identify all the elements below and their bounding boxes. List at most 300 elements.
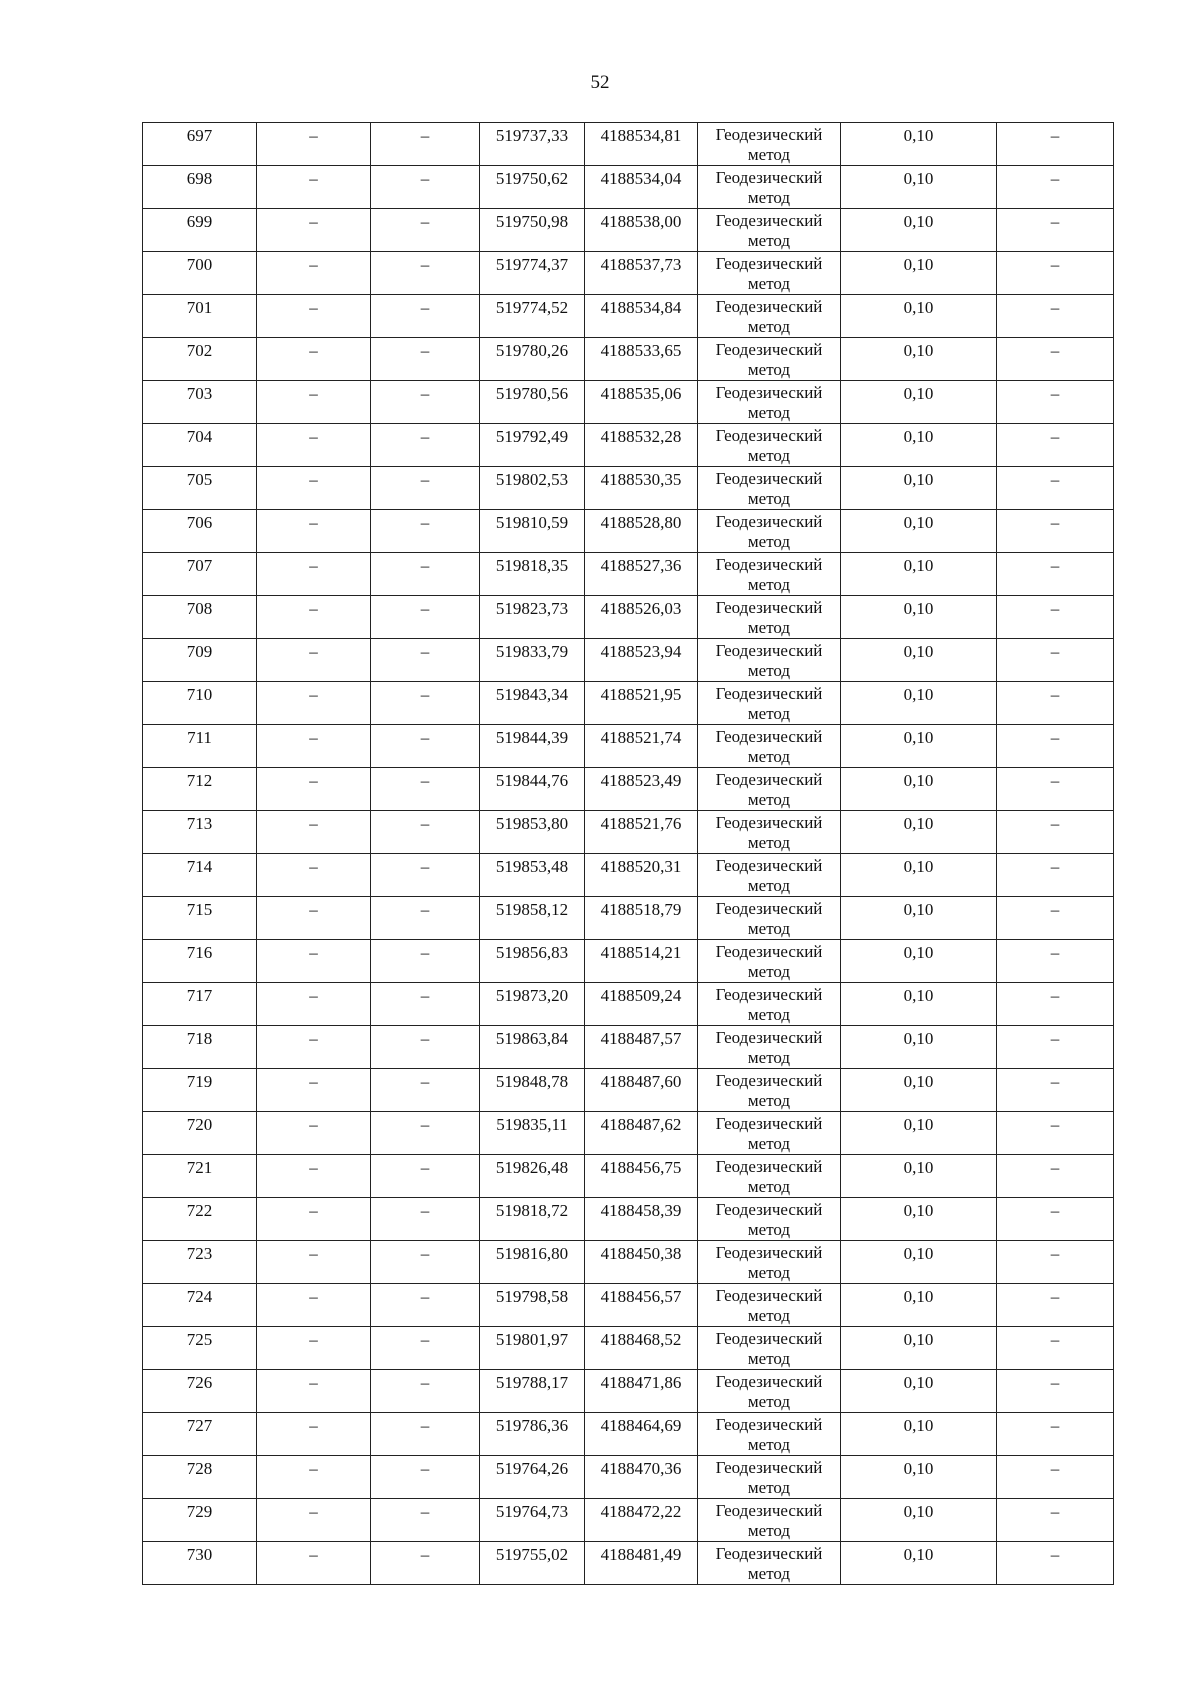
old-y-cell (371, 1198, 480, 1241)
x-coordinate-cell-text: 519802,53 (495, 470, 569, 489)
old-y-cell-text: – (420, 599, 430, 618)
point-number-cell-text: 728 (186, 1459, 213, 1478)
table-row (143, 338, 1114, 381)
x-coordinate-cell (480, 1542, 585, 1585)
point-number-cell (143, 338, 257, 381)
x-coordinate-cell (480, 811, 585, 854)
y-coordinate-cell-text: 4188521,95 (600, 685, 682, 704)
old-x-cell-text: – (309, 556, 318, 575)
old-x-cell (257, 209, 371, 252)
y-coordinate-cell-text: 4188534,84 (600, 298, 682, 317)
table-row (143, 553, 1114, 596)
y-coordinate-cell (585, 1112, 698, 1155)
method-cell (698, 1026, 841, 1069)
old-y-cell-text: – (420, 986, 430, 1005)
x-coordinate-cell-text: 519873,20 (495, 986, 569, 1005)
x-coordinate-cell (480, 1499, 585, 1542)
old-y-cell (371, 1026, 480, 1069)
method-line-1: Геодезический (715, 297, 823, 316)
method-cell (698, 1542, 841, 1585)
accuracy-cell-text: 0,10 (903, 1201, 934, 1220)
method-line-2: метод (747, 833, 791, 852)
y-coordinate-cell (585, 940, 698, 983)
accuracy-cell-text: 0,10 (903, 1115, 934, 1134)
accuracy-cell (841, 940, 997, 983)
point-number-cell-text: 706 (186, 513, 213, 532)
old-x-cell (257, 725, 371, 768)
old-y-cell (371, 338, 480, 381)
description-cell-text: – (1050, 255, 1060, 274)
method-line-1: Геодезический (715, 770, 823, 789)
accuracy-cell (841, 768, 997, 811)
method-line-2: метод (747, 1263, 791, 1282)
method-line-1: Геодезический (715, 1501, 823, 1520)
method-line-1: Геодезический (715, 469, 823, 488)
method-line-1: Геодезический (715, 1028, 823, 1047)
accuracy-cell (841, 1370, 997, 1413)
description-cell (997, 553, 1114, 596)
point-number-cell-text: 714 (186, 857, 213, 876)
y-coordinate-cell-text: 4188487,57 (600, 1029, 682, 1048)
method-line-1: Геодезический (715, 1544, 823, 1563)
method-line-2: метод (747, 919, 791, 938)
accuracy-cell-text: 0,10 (903, 1373, 934, 1392)
method-cell (698, 596, 841, 639)
accuracy-cell (841, 1069, 997, 1112)
x-coordinate-cell (480, 1327, 585, 1370)
old-y-cell-text: – (420, 943, 430, 962)
point-number-cell (143, 1413, 257, 1456)
old-x-cell (257, 983, 371, 1026)
method-line-2: метод (747, 1349, 791, 1368)
y-coordinate-cell-text: 4188530,35 (600, 470, 682, 489)
old-y-cell-text: – (420, 814, 430, 833)
x-coordinate-cell-text: 519823,73 (495, 599, 569, 618)
description-cell-text: – (1050, 599, 1060, 618)
y-coordinate-cell-text: 4188535,06 (600, 384, 682, 403)
table-row (143, 940, 1114, 983)
description-cell-text: – (1050, 470, 1060, 489)
old-y-cell (371, 768, 480, 811)
accuracy-cell-text: 0,10 (903, 341, 934, 360)
old-y-cell-text: – (420, 771, 430, 790)
page-number: 52 (590, 72, 610, 93)
x-coordinate-cell (480, 854, 585, 897)
y-coordinate-cell-text: 4188538,00 (600, 212, 682, 231)
description-cell-text: – (1050, 642, 1060, 661)
point-number-cell (143, 725, 257, 768)
description-cell-text: – (1050, 1416, 1060, 1435)
accuracy-cell-text: 0,10 (903, 384, 934, 403)
y-coordinate-cell (585, 295, 698, 338)
method-line-1: Геодезический (715, 727, 823, 746)
old-x-cell-text: – (309, 1373, 318, 1392)
old-x-cell-text: – (309, 1545, 318, 1564)
point-number-cell (143, 1370, 257, 1413)
description-cell-text: – (1050, 685, 1060, 704)
y-coordinate-cell (585, 510, 698, 553)
point-number-cell-text: 724 (186, 1287, 213, 1306)
old-x-cell (257, 1327, 371, 1370)
table-row (143, 424, 1114, 467)
y-coordinate-cell (585, 596, 698, 639)
method-line-1: Геодезический (715, 684, 823, 703)
old-x-cell-text: – (309, 900, 318, 919)
method-cell (698, 1069, 841, 1112)
x-coordinate-cell-text: 519774,52 (495, 298, 569, 317)
description-cell (997, 252, 1114, 295)
old-x-cell (257, 768, 371, 811)
description-cell (997, 1284, 1114, 1327)
accuracy-cell (841, 381, 997, 424)
old-x-cell (257, 1370, 371, 1413)
old-y-cell-text: – (420, 900, 430, 919)
table-row (143, 381, 1114, 424)
old-x-cell-text: – (309, 255, 318, 274)
old-x-cell-text: – (309, 470, 318, 489)
table-row (143, 983, 1114, 1026)
accuracy-cell (841, 209, 997, 252)
description-cell (997, 381, 1114, 424)
point-number-cell (143, 811, 257, 854)
x-coordinate-cell (480, 1026, 585, 1069)
old-x-cell-text: – (309, 685, 318, 704)
x-coordinate-cell (480, 1155, 585, 1198)
old-y-cell-text: – (420, 685, 430, 704)
old-y-cell (371, 1456, 480, 1499)
old-x-cell (257, 295, 371, 338)
method-line-1: Геодезический (715, 856, 823, 875)
method-line-2: метод (747, 446, 791, 465)
old-y-cell-text: – (420, 857, 430, 876)
table-row (143, 123, 1114, 166)
point-number-cell (143, 510, 257, 553)
accuracy-cell (841, 1284, 997, 1327)
table-row (143, 1026, 1114, 1069)
old-x-cell-text: – (309, 212, 318, 231)
description-cell (997, 209, 1114, 252)
description-cell-text: – (1050, 513, 1060, 532)
table-row (143, 768, 1114, 811)
old-y-cell-text: – (420, 1072, 430, 1091)
point-number-cell-text: 721 (186, 1158, 213, 1177)
description-cell-text: – (1050, 169, 1060, 188)
description-cell-text: – (1050, 298, 1060, 317)
point-number-cell-text: 697 (186, 126, 213, 145)
x-coordinate-cell (480, 1413, 585, 1456)
accuracy-cell-text: 0,10 (903, 986, 934, 1005)
accuracy-cell-text: 0,10 (903, 1287, 934, 1306)
x-coordinate-cell (480, 338, 585, 381)
y-coordinate-cell-text: 4188458,39 (600, 1201, 682, 1220)
point-number-cell (143, 1327, 257, 1370)
method-cell (698, 209, 841, 252)
old-x-cell-text: – (309, 1029, 318, 1048)
method-cell (698, 424, 841, 467)
description-cell (997, 1499, 1114, 1542)
x-coordinate-cell-text: 519764,73 (495, 1502, 569, 1521)
x-coordinate-cell-text: 519792,49 (495, 427, 569, 446)
method-cell (698, 897, 841, 940)
description-cell-text: – (1050, 1287, 1060, 1306)
method-cell (698, 123, 841, 166)
old-x-cell-text: – (309, 857, 318, 876)
old-y-cell (371, 295, 480, 338)
method-line-2: метод (747, 1392, 791, 1411)
method-cell (698, 252, 841, 295)
old-y-cell-text: – (420, 556, 430, 575)
method-cell (698, 1241, 841, 1284)
point-number-cell-text: 711 (187, 728, 212, 747)
table-row (143, 166, 1114, 209)
x-coordinate-cell-text: 519853,48 (495, 857, 569, 876)
method-line-2: метод (747, 403, 791, 422)
accuracy-cell (841, 1155, 997, 1198)
x-coordinate-cell (480, 725, 585, 768)
point-number-cell-text: 702 (186, 341, 213, 360)
old-x-cell (257, 1069, 371, 1112)
old-y-cell (371, 123, 480, 166)
old-y-cell (371, 166, 480, 209)
y-coordinate-cell (585, 725, 698, 768)
method-cell (698, 467, 841, 510)
accuracy-cell-text: 0,10 (903, 255, 934, 274)
method-line-1: Геодезический (715, 1157, 823, 1176)
description-cell (997, 1327, 1114, 1370)
method-cell (698, 338, 841, 381)
table-row (143, 252, 1114, 295)
accuracy-cell-text: 0,10 (903, 1158, 934, 1177)
table-body (143, 123, 1114, 1585)
x-coordinate-cell-text: 519853,80 (495, 814, 569, 833)
accuracy-cell-text: 0,10 (903, 470, 934, 489)
table-row (143, 897, 1114, 940)
old-x-cell-text: – (309, 126, 318, 145)
old-y-cell (371, 1499, 480, 1542)
old-y-cell (371, 897, 480, 940)
y-coordinate-cell (585, 123, 698, 166)
old-x-cell (257, 424, 371, 467)
old-x-cell-text: – (309, 169, 318, 188)
table-row (143, 1284, 1114, 1327)
x-coordinate-cell-text: 519801,97 (495, 1330, 569, 1349)
method-line-2: метод (747, 1521, 791, 1540)
y-coordinate-cell-text: 4188514,21 (600, 943, 682, 962)
description-cell-text: – (1050, 384, 1060, 403)
description-cell (997, 467, 1114, 510)
old-y-cell (371, 1069, 480, 1112)
table-row (143, 811, 1114, 854)
y-coordinate-cell (585, 338, 698, 381)
description-cell-text: – (1050, 1502, 1060, 1521)
y-coordinate-cell (585, 467, 698, 510)
y-coordinate-cell (585, 897, 698, 940)
old-y-cell-text: – (420, 513, 430, 532)
method-line-1: Геодезический (715, 813, 823, 832)
method-line-1: Геодезический (715, 1114, 823, 1133)
coordinates-table (142, 122, 1114, 1585)
y-coordinate-cell (585, 1026, 698, 1069)
old-y-cell-text: – (420, 1287, 430, 1306)
accuracy-cell (841, 854, 997, 897)
y-coordinate-cell-text: 4188528,80 (600, 513, 682, 532)
old-x-cell-text: – (309, 1115, 318, 1134)
method-line-2: метод (747, 145, 791, 164)
old-x-cell (257, 1112, 371, 1155)
point-number-cell (143, 983, 257, 1026)
old-y-cell (371, 983, 480, 1026)
method-cell (698, 854, 841, 897)
point-number-cell (143, 897, 257, 940)
description-cell-text: – (1050, 1201, 1060, 1220)
description-cell (997, 1456, 1114, 1499)
old-x-cell-text: – (309, 513, 318, 532)
description-cell-text: – (1050, 1029, 1060, 1048)
y-coordinate-cell-text: 4188520,31 (600, 857, 682, 876)
point-number-cell (143, 467, 257, 510)
description-cell-text: – (1050, 1545, 1060, 1564)
point-number-cell (143, 1284, 257, 1327)
table-row (143, 1413, 1114, 1456)
old-y-cell-text: – (420, 1330, 430, 1349)
old-y-cell (371, 1241, 480, 1284)
method-line-1: Геодезический (715, 1243, 823, 1262)
old-x-cell (257, 1542, 371, 1585)
method-line-2: метод (747, 1306, 791, 1325)
method-cell (698, 553, 841, 596)
description-cell (997, 510, 1114, 553)
y-coordinate-cell-text: 4188509,24 (600, 986, 682, 1005)
description-cell (997, 1542, 1114, 1585)
description-cell (997, 1026, 1114, 1069)
method-line-1: Геодезический (715, 1458, 823, 1477)
description-cell (997, 166, 1114, 209)
x-coordinate-cell (480, 639, 585, 682)
table-row (143, 1069, 1114, 1112)
accuracy-cell-text: 0,10 (903, 298, 934, 317)
old-y-cell-text: – (420, 1115, 430, 1134)
old-y-cell-text: – (420, 298, 430, 317)
accuracy-cell-text: 0,10 (903, 1029, 934, 1048)
point-number-cell-text: 725 (186, 1330, 213, 1349)
x-coordinate-cell (480, 1284, 585, 1327)
y-coordinate-cell (585, 854, 698, 897)
accuracy-cell-text: 0,10 (903, 728, 934, 747)
old-y-cell (371, 1413, 480, 1456)
method-line-1: Геодезический (715, 598, 823, 617)
method-line-1: Геодезический (715, 1200, 823, 1219)
description-cell-text: – (1050, 212, 1060, 231)
point-number-cell-text: 700 (186, 255, 213, 274)
old-x-cell (257, 510, 371, 553)
method-cell (698, 166, 841, 209)
old-x-cell-text: – (309, 1244, 318, 1263)
method-cell (698, 940, 841, 983)
accuracy-cell (841, 1413, 997, 1456)
y-coordinate-cell-text: 4188472,22 (600, 1502, 682, 1521)
method-line-1: Геодезический (715, 383, 823, 402)
description-cell (997, 682, 1114, 725)
method-cell (698, 1370, 841, 1413)
point-number-cell (143, 295, 257, 338)
table-row (143, 1499, 1114, 1542)
old-x-cell-text: – (309, 1158, 318, 1177)
method-line-2: метод (747, 704, 791, 723)
method-line-1: Геодезический (715, 942, 823, 961)
y-coordinate-cell-text: 4188464,69 (600, 1416, 682, 1435)
accuracy-cell (841, 338, 997, 381)
method-cell (698, 510, 841, 553)
y-coordinate-cell (585, 768, 698, 811)
y-coordinate-cell (585, 1284, 698, 1327)
description-cell-text: – (1050, 1115, 1060, 1134)
old-y-cell-text: – (420, 1416, 430, 1435)
old-y-cell-text: – (420, 212, 430, 231)
description-cell (997, 1112, 1114, 1155)
method-cell (698, 768, 841, 811)
accuracy-cell (841, 1241, 997, 1284)
y-coordinate-cell-text: 4188487,60 (600, 1072, 682, 1091)
old-y-cell (371, 1112, 480, 1155)
description-cell-text: – (1050, 341, 1060, 360)
accuracy-cell (841, 553, 997, 596)
description-cell-text: – (1050, 1459, 1060, 1478)
table-row (143, 854, 1114, 897)
x-coordinate-cell-text: 519826,48 (495, 1158, 569, 1177)
description-cell-text: – (1050, 556, 1060, 575)
y-coordinate-cell (585, 639, 698, 682)
accuracy-cell (841, 467, 997, 510)
old-x-cell (257, 1026, 371, 1069)
y-coordinate-cell (585, 1413, 698, 1456)
description-cell (997, 123, 1114, 166)
accuracy-cell-text: 0,10 (903, 814, 934, 833)
x-coordinate-cell-text: 519786,36 (495, 1416, 569, 1435)
old-y-cell (371, 725, 480, 768)
y-coordinate-cell-text: 4188481,49 (600, 1545, 682, 1564)
y-coordinate-cell-text: 4188487,62 (600, 1115, 682, 1134)
description-cell (997, 424, 1114, 467)
point-number-cell (143, 1198, 257, 1241)
accuracy-cell (841, 682, 997, 725)
description-cell-text: – (1050, 771, 1060, 790)
point-number-cell (143, 1155, 257, 1198)
old-x-cell (257, 854, 371, 897)
x-coordinate-cell-text: 519737,33 (495, 126, 569, 145)
old-x-cell-text: – (309, 1502, 318, 1521)
x-coordinate-cell-text: 519844,76 (495, 771, 569, 790)
x-coordinate-cell-text: 519848,78 (495, 1072, 569, 1091)
table-row (143, 209, 1114, 252)
y-coordinate-cell (585, 1155, 698, 1198)
point-number-cell-text: 727 (186, 1416, 213, 1435)
point-number-cell-text: 710 (186, 685, 213, 704)
old-x-cell (257, 1241, 371, 1284)
old-y-cell (371, 381, 480, 424)
point-number-cell (143, 166, 257, 209)
old-y-cell (371, 854, 480, 897)
y-coordinate-cell-text: 4188521,74 (600, 728, 682, 747)
x-coordinate-cell (480, 295, 585, 338)
table-row (143, 1327, 1114, 1370)
point-number-cell-text: 703 (186, 384, 213, 403)
method-line-1: Геодезический (715, 168, 823, 187)
y-coordinate-cell (585, 1542, 698, 1585)
y-coordinate-cell (585, 1327, 698, 1370)
x-coordinate-cell-text: 519780,56 (495, 384, 569, 403)
old-y-cell-text: – (420, 642, 430, 661)
accuracy-cell-text: 0,10 (903, 1244, 934, 1263)
